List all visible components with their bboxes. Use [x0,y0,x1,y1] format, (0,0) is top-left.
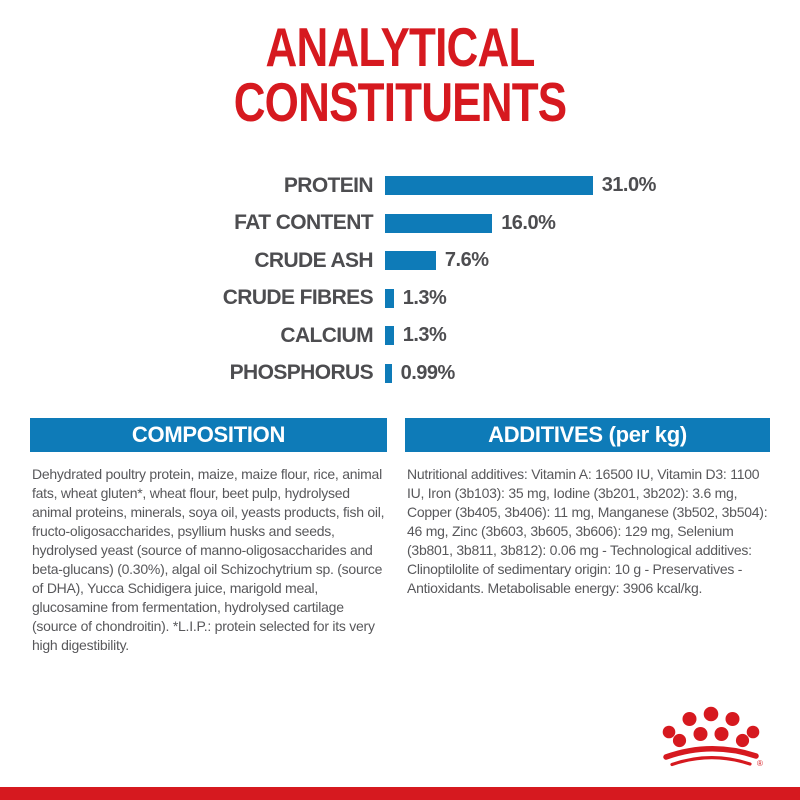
bar [385,251,436,270]
chart-row [0,242,800,280]
page-title [80,16,720,133]
bar [385,326,394,345]
royal-canin-crown-logo [661,704,771,768]
additives-section [405,418,770,598]
chart-row [0,355,800,393]
page-title-line1: ANALYTICAL [265,16,535,78]
bottom-accent-bar [0,787,800,800]
page-title-line2: CONSTITUENTS [233,71,567,133]
bar-label: CALCIUM [280,323,373,347]
additives-header: ADDITIVES (per kg) [405,418,770,452]
additives-body: Nutritional additives: Vitamin A: 16500 IU, Vitamin D3: 1100 IU, Iron (3b103): 35 mg, Iodine (3b201, 3b202): 3.6 mg, Copper (3b405, 3b406): 11 mg, Manganese (3b502, 3b504): 46 mg, Zinc (3b603, 3b605, 3b606): 129 mg, Selenium (3b801, 3b811, 3b812): 0.06 mg - Technological additives: Clinoptilolite of sedimentary origin: 10 g - Preservatives - Antioxidants. Metabolisable energy: 3906 kcal/kg. [407,466,768,596]
composition-body: Dehydrated poultry protein, maize, maize flour, rice, animal fats, wheat gluten*, wheat flour, beet pulp, hydrolysed animal proteins, minerals, soya oil, yeasts products, fish oil, fructo-oligosaccharides, psyllium husks and seeds, hydrolysed yeast (source of manno-oligosaccharides and beta-glucans) (0.30%), algal oil Schizochytrium sp. (source of DHA), Yucca Schidigera juice, marigold meal, glucosamine from fermentation, hydrolysed cartilage (source of chondroitin). *L.I.P.: protein selected for its very high digestibility. [32,466,385,653]
composition-section [30,418,387,655]
chart-row [0,205,800,243]
bar-label: FAT CONTENT [234,211,373,235]
bar-value: 7.6% [444,249,489,272]
chart-row [0,280,800,318]
bar-label: CRUDE FIBRES [222,286,373,310]
bar [385,214,492,233]
bar-label: CRUDE ASH [254,248,373,272]
bar-label: PROTEIN [283,173,373,197]
composition-header: COMPOSITION [30,418,387,452]
bar-value: 1.3% [402,286,447,309]
bar-label: PHOSPHORUS [229,361,373,385]
bar [385,364,392,383]
chart-row [0,167,800,205]
bar-value: 16.0% [501,211,556,234]
bar-value: 1.3% [402,324,447,347]
registered-mark: ® [757,759,763,768]
bar [385,289,394,308]
bar [385,176,593,195]
analytical-bar-chart [0,167,800,392]
bar-value: 31.0% [601,174,656,197]
chart-row [0,317,800,355]
bar-value: 0.99% [400,361,455,384]
